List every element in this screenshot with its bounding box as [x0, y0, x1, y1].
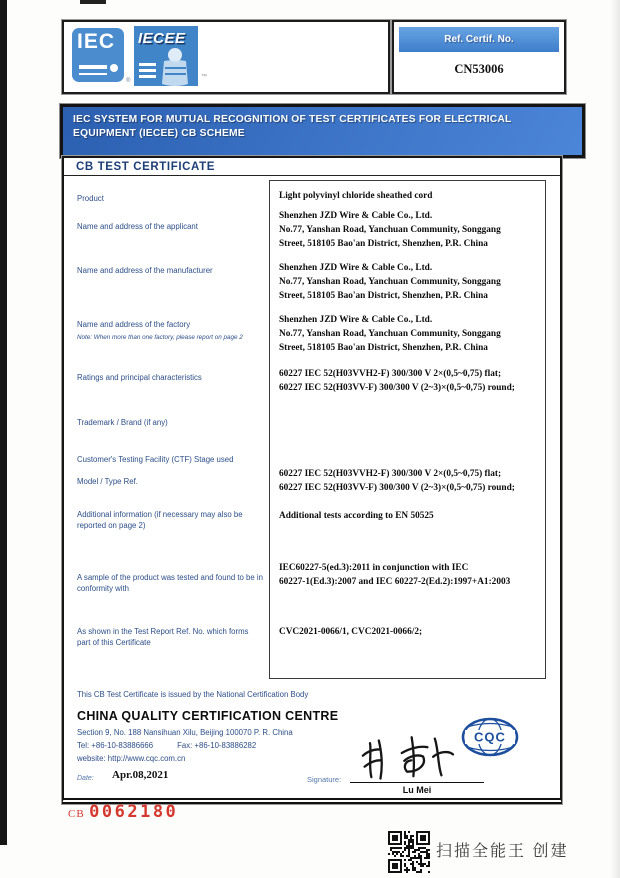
- field-label-trademark: Trademark / Brand (if any): [77, 418, 168, 427]
- value-line: 60227 IEC 52(H03VVH2-F) 300/300 V 2×(0,5~0,75) flat;: [279, 369, 502, 379]
- signature-line: [350, 782, 484, 783]
- iecee-logo-text: IECEE: [138, 30, 186, 47]
- iec-logo-bar: [79, 65, 107, 69]
- value-column-box: [269, 180, 546, 679]
- value-line: Shenzhen JZD Wire & Cable Co., Ltd.: [279, 263, 433, 273]
- field-label-applicant: Name and address of the applicant: [77, 222, 198, 231]
- field-label-product: Product: [77, 194, 104, 203]
- value-line: Shenzhen JZD Wire & Cable Co., Ltd.: [279, 315, 433, 325]
- value-applicant: [279, 209, 537, 251]
- iecee-plug-figure-icon: [134, 48, 198, 86]
- value-product: Light polyvinyl chloride sheathed cord: [279, 191, 433, 201]
- ncb-website: website: http://www.cqc.com.cn: [77, 754, 186, 763]
- value-ratings: [279, 367, 537, 395]
- value-additional-info: Additional tests according to EN 50525: [279, 511, 434, 521]
- certificate-title: CB TEST CERTIFICATE: [64, 158, 560, 176]
- field-label-ratings: Ratings and principal characteristics: [77, 373, 202, 382]
- scan-edge-right: [610, 0, 620, 878]
- date-value: Apr.08,2021: [112, 769, 169, 781]
- value-line: Street, 518105 Bao'an District, Shenzhen, P.R. China: [279, 291, 488, 301]
- value-model-type: [279, 467, 537, 495]
- field-label-test-report: As shown in the Test Report Ref. No. which forms part of this Certificate: [77, 627, 249, 647]
- ref-certif-number: CN53006: [454, 62, 504, 76]
- scan-edge-left: [0, 0, 7, 845]
- ncb-address: Section 9, No. 188 Nansihuan Xilu, Beijing 100070 P. R. China: [77, 728, 293, 737]
- value-line: IEC60227-5(ed.3):2011 in conjunction with IEC: [279, 563, 469, 573]
- field-label-model-type: Model / Type Ref.: [77, 477, 138, 486]
- certificate-body: [62, 156, 562, 804]
- value-line: 60227 IEC 52(H03VVH2-F) 300/300 V 2×(0,5~0,75) flat;: [279, 469, 502, 479]
- trademark-mark: ™: [201, 74, 207, 80]
- value-line: No.77, Yanshan Road, Yanchuan Community, Songgang: [279, 329, 501, 339]
- field-label-conformity: A sample of the product was tested and found to be in conformity with: [77, 573, 263, 593]
- cb-stamp: [68, 802, 178, 822]
- iec-logo-bar2: [79, 73, 107, 76]
- registered-mark: ®: [126, 78, 131, 84]
- field-label-factory: Name and address of the factory: [77, 320, 191, 329]
- iec-logo-dot: [110, 64, 118, 72]
- cb-stamp-number: 0062180: [89, 802, 179, 822]
- value-line: 60227 IEC 52(H03VV-F) 300/300 V (2~3)×(0,5~0,75) round;: [279, 383, 515, 393]
- signature-name: Lu Mei: [402, 785, 432, 795]
- field-label-ctf-stage: Customer's Testing Facility (CTF) Stage used: [77, 455, 234, 464]
- ncb-tel: Tel: +86-10-83886666: [77, 741, 154, 750]
- value-factory: [279, 313, 537, 355]
- value-line: No.77, Yanshan Road, Yanchuan Community, Songgang: [279, 225, 501, 235]
- value-line: 60227-1(Ed.3):2007 and IEC 60227-2(Ed.2):1997+A1:2003: [279, 577, 511, 587]
- iec-logo-icon: [72, 28, 124, 82]
- value-manufacturer: [279, 261, 537, 303]
- field-label-manufacturer: Name and address of the manufacturer: [77, 266, 213, 275]
- issued-by-line: This CB Test Certificate is issued by the National Certification Body: [77, 690, 309, 699]
- scanner-watermark-text: 扫描全能王 创建: [436, 843, 569, 860]
- logo-box: [62, 20, 390, 94]
- ref-certif-box: [392, 20, 566, 94]
- scan-edge-tick: [80, 0, 106, 4]
- value-conformity-standards: [279, 561, 537, 589]
- ref-certif-label: Ref. Certif. No.: [399, 27, 559, 52]
- signature-label: Signature:: [307, 775, 342, 784]
- value-line: Street, 518105 Bao'an District, Shenzhen, P.R. China: [279, 239, 488, 249]
- value-line: Shenzhen JZD Wire & Cable Co., Ltd.: [279, 211, 433, 221]
- ncb-tel-fax: [77, 741, 256, 750]
- value-line: 60227 IEC 52(H03VV-F) 300/300 V (2~3)×(0,5~0,75) round;: [279, 483, 515, 493]
- qr-code-icon: [388, 831, 430, 873]
- cb-stamp-prefix: CB: [68, 808, 85, 820]
- date-label: Date:: [77, 775, 94, 782]
- field-note-factory: Note: When more than one factory, please report on page 2: [77, 334, 243, 341]
- field-label-additional-info: Additional information (if necessary may also be reported on page 2): [77, 510, 243, 530]
- cqc-logo-icon: [460, 716, 520, 758]
- iec-logo-text: IEC: [77, 30, 116, 53]
- iecee-logo-icon: [134, 26, 198, 86]
- value-line: No.77, Yanshan Road, Yanchuan Community, Songgang: [279, 277, 501, 287]
- value-line: Street, 518105 Bao'an District, Shenzhen, P.R. China: [279, 343, 488, 353]
- svg-text:CQC: CQC: [474, 729, 506, 745]
- ncb-fax: Fax: +86-10-83886282: [177, 741, 257, 750]
- value-test-report-refs: CVC2021-0066/1, CVC2021-0066/2;: [279, 627, 423, 637]
- ncb-name: CHINA QUALITY CERTIFICATION CENTRE: [77, 709, 339, 723]
- scheme-banner: IEC SYSTEM FOR MUTUAL RECOGNITION OF TEST CERTIFICATES FOR ELECTRICAL EQUIPMENT (IECEE) CB SCHEME: [60, 104, 585, 158]
